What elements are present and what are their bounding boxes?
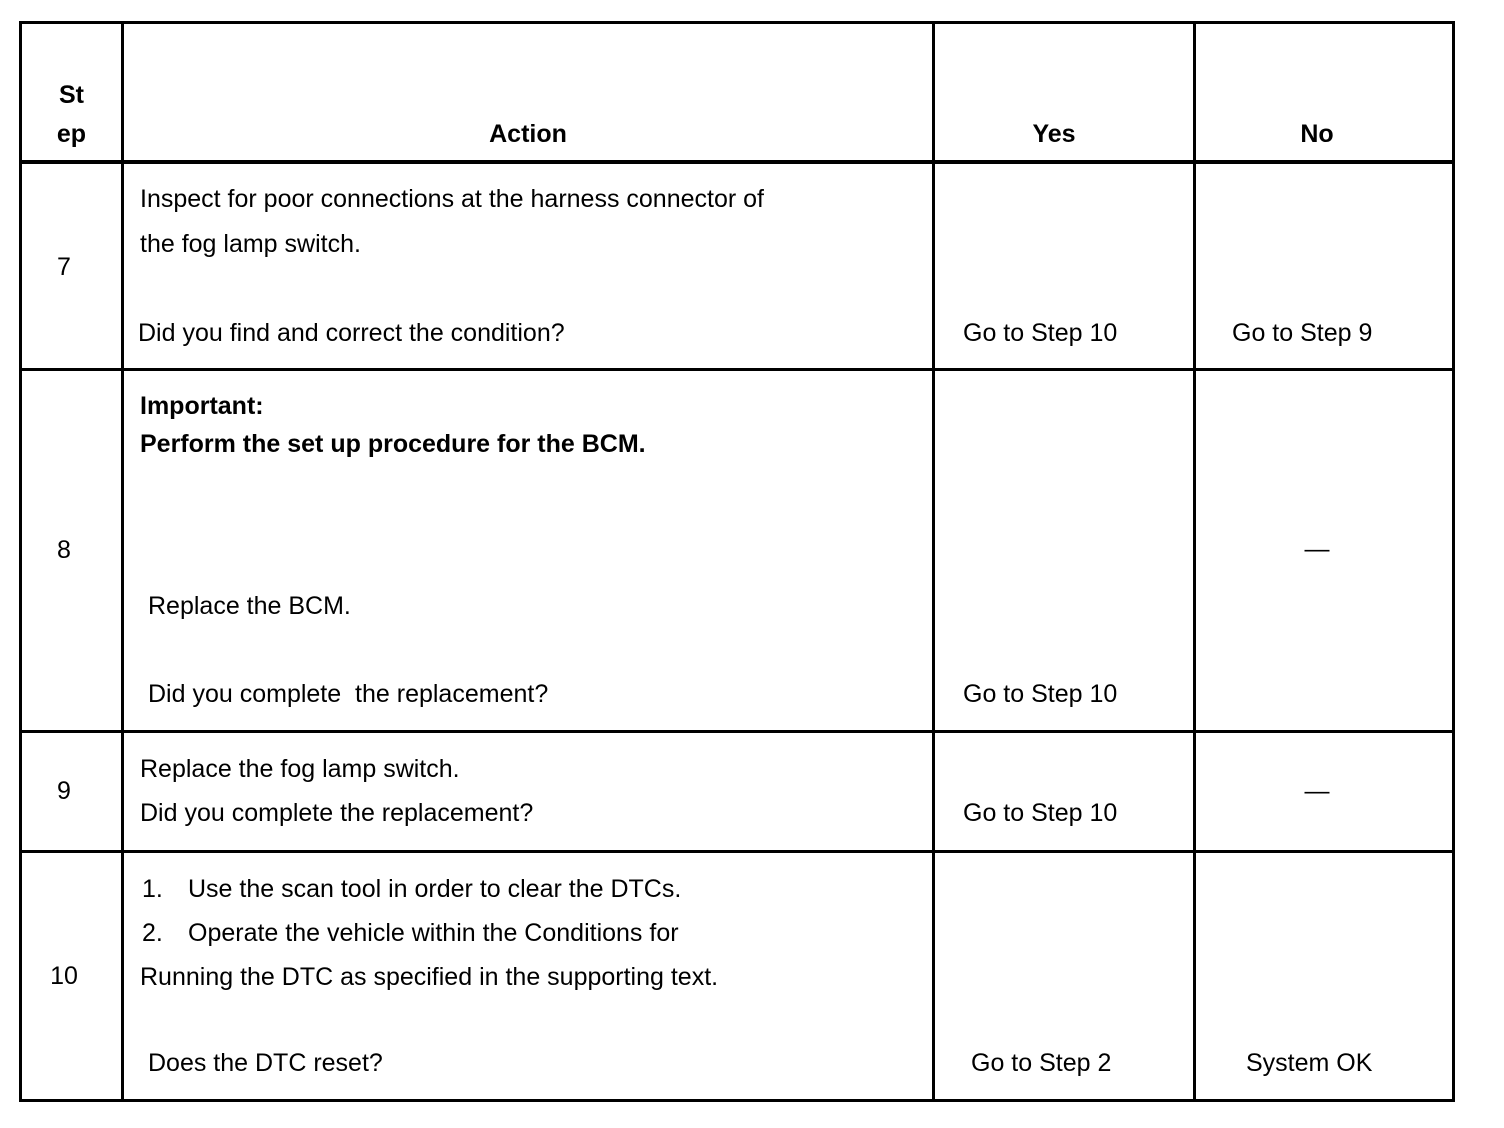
action-question: Does the DTC reset? [148,1049,383,1077]
header-divider [19,160,1455,164]
table-border-top [19,21,1455,24]
row-divider [19,730,1455,733]
list-item-text: Use the scan tool in order to clear the DTCs. [188,875,682,903]
yes-result: Go to Step 10 [963,680,1118,708]
column-divider [121,21,124,1102]
list-item-text: Operate the vehicle within the Conditions for [188,919,679,947]
table-border-right [1452,21,1455,1102]
action-question: Did you find and correct the condition? [138,319,565,347]
header-step-line1: St [59,81,84,109]
yes-result: Go to Step 2 [971,1049,1112,1077]
step-number: 10 [50,962,78,990]
action-text: Replace the BCM. [148,592,351,620]
no-result: System OK [1246,1049,1373,1077]
header-step-line2: ep [56,120,87,148]
list-number: 1. [142,875,163,903]
no-result: Go to Step 9 [1232,319,1373,347]
action-text: Inspect for poor connections at the harness connector of [140,185,764,213]
list-number: 2. [142,919,163,947]
action-text: the fog lamp switch. [140,230,361,258]
header-no: No [1300,120,1334,148]
step-number: 9 [57,777,71,805]
no-result: — [1304,535,1330,563]
header-yes: Yes [1032,120,1076,148]
action-question: Did you complete the replacement? [140,799,534,827]
step-number: 8 [57,536,71,564]
action-question: Did you complete the replacement? [148,680,549,708]
step-number: 7 [57,253,71,281]
important-label: Important: [140,392,264,420]
diagnostic-table [19,21,1455,1102]
row-divider [19,368,1455,371]
yes-result: Go to Step 10 [963,319,1118,347]
row-divider [19,850,1455,853]
yes-result: Go to Step 10 [963,799,1118,827]
important-text: Perform the set up procedure for the BCM. [140,430,646,458]
action-text: Replace the fog lamp switch. [140,755,460,783]
list-item-continuation: Running the DTC as specified in the supporting text. [140,963,719,991]
table-border-bottom [19,1099,1455,1102]
header-action: Action [489,120,567,148]
column-divider [932,21,935,1102]
no-result: — [1304,777,1330,805]
